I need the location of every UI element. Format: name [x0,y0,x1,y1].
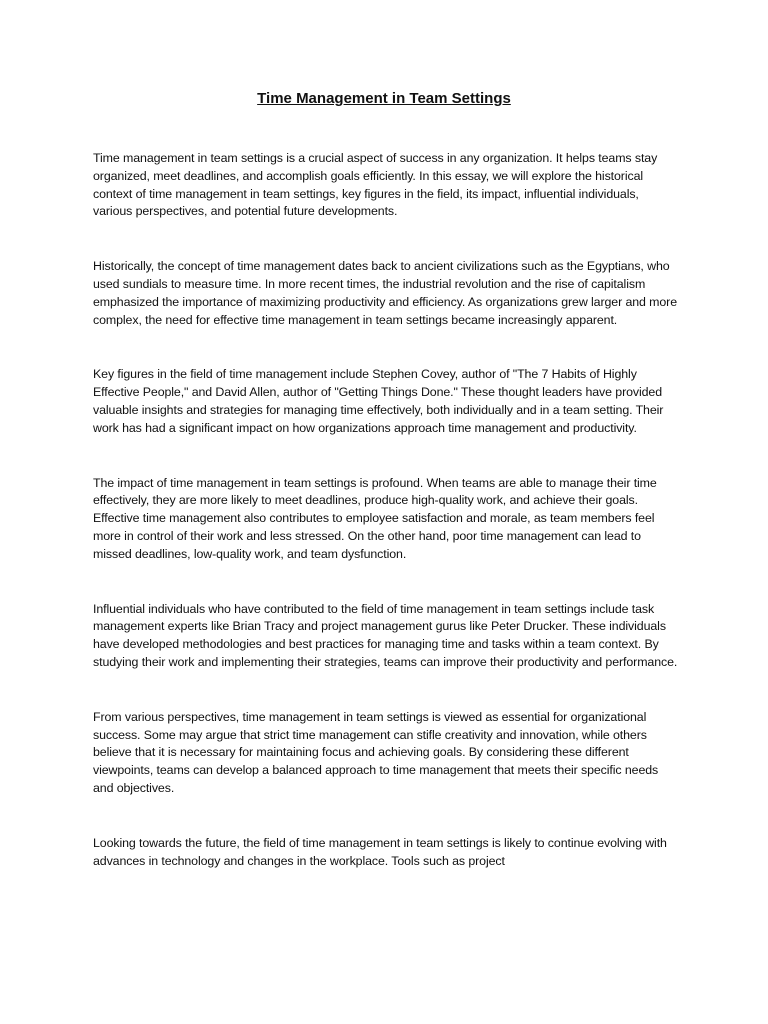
paragraph-perspectives: From various perspectives, time management in team settings is viewed as essential for organizational success. Some may argue that strict time management can stifle creativity and innovation, while others believe that it is necessary for maintaining focus and achieving goals. By considering these different viewpoints, teams can develop a balanced approach to time management that meets their specific needs and objectives. [93,709,659,795]
paragraph-intro: Time management in team settings is a crucial aspect of success in any organization. It helps teams stay organized, meet deadlines, and accomplish goals efficiently. In this essay, we will explore the historical context of time management in team settings, key figures in the field, its impact, influential individuals, various perspectives, and potential future developments. [93,151,658,219]
paragraph-history: Historically, the concept of time management dates back to ancient civilizations such as the Egyptians, who used sundials to measure time. In more recent times, the industrial revolution and the rise of capitalism emphasized the importance of maximizing productivity and efficiency. As organizations grew larger and more complex, the need for effective time management in team settings became increasingly apparent. [93,259,677,327]
document-body [93,150,678,907]
paragraph-impact: The impact of time management in team settings is profound. When teams are able to manage their time effectively, they are more likely to meet deadlines, produce high-quality work, and achieve their goals. Effective time management also contributes to employee satisfaction and morale, as team members feel more in control of their work and less stressed. On the other hand, poor time management can lead to missed deadlines, low-quality work, and team dysfunction. [93,475,657,561]
paragraph-future: Looking towards the future, the field of time management in team settings is likely to continue evolving with advances in technology and changes in the workplace. Tools such as project [93,835,667,868]
paragraph-influential-individuals: Influential individuals who have contributed to the field of time management in team settings include task management experts like Brian Tracy and project management gurus like Peter Drucker. These individuals have developed methodologies and best practices for managing time and tasks within a team context. By studying their work and implementing their strategies, teams can improve their productivity and performance. [93,601,678,669]
paragraph-key-figures: Key figures in the field of time management include Stephen Covey, author of "The 7 Habits of Highly Effective People," and David Allen, author of "Getting Things Done." These thought leaders have provided valuable insights and strategies for managing time effectively, both individually and in a team setting. Their work has had a significant impact on how organizations approach time management and productivity. [93,367,664,435]
document-title: Time Management in Team Settings [257,90,511,107]
